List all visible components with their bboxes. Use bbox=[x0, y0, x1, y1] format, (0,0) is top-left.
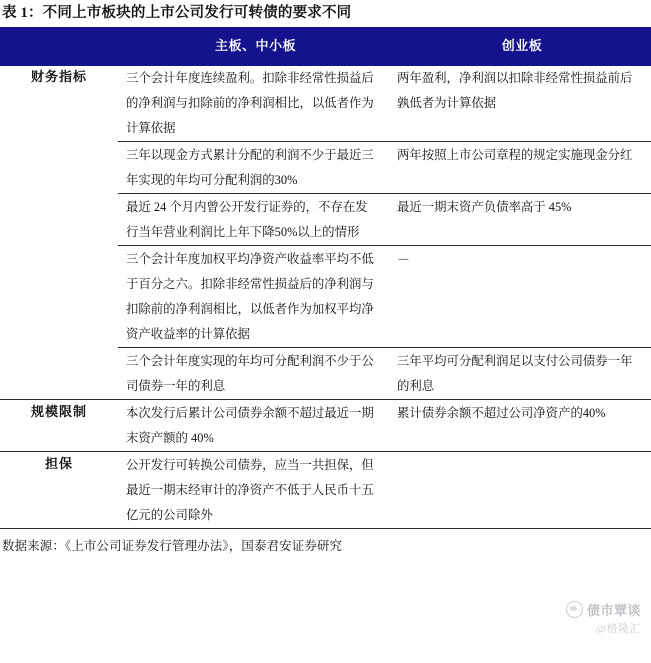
watermark-handle: @格隆汇 bbox=[595, 623, 641, 635]
cell-main-sme: 三个会计年度实现的年均可分配利润不少于公司债券一年的利息 bbox=[126, 354, 374, 393]
cell-chinext: － bbox=[397, 252, 411, 267]
row-label-scale-limit: 规模限制 bbox=[30, 404, 87, 419]
cell-main-sme: 三个会计年度连续盈利。扣除非经常性损益后的净利润与扣除前的净利润相比，以低者作为计算依据 bbox=[126, 71, 374, 135]
cell-main-sme: 本次发行后累计公司债券余额不超过最近一期末资产额的 40% bbox=[126, 406, 374, 445]
cell-main-sme: 公开发行可转换公司债券，应当一共担保，但最近一期末经审计的净资产不低于人民币十五亿元的公司除外 bbox=[126, 458, 374, 522]
row-label-guarantee: 担保 bbox=[44, 456, 73, 471]
table-header-row bbox=[0, 27, 651, 63]
requirements-table bbox=[0, 27, 651, 528]
cell-chinext: 两年盈利，净利润以扣除非经常性损益前后孰低者为计算依据 bbox=[397, 71, 633, 110]
watermark bbox=[566, 600, 641, 636]
cell-main-sme: 三年以现金方式累计分配的利润不少于最近三年实现的年均可分配利润的30% bbox=[126, 148, 374, 187]
avatar-circle-icon bbox=[566, 601, 583, 618]
cell-main-sme: 三个会计年度加权平均净资产收益率平均不低于百分之六。扣除非经常性损益后的净利润与扣除前的净利润相比，以低者作为加权平均净资产收益率的计算依据 bbox=[126, 252, 374, 341]
table-row bbox=[0, 401, 651, 452]
cell-chinext bbox=[393, 453, 651, 528]
cell-chinext: 三年平均可分配利润足以支付公司债券一年的利息 bbox=[397, 354, 633, 393]
cell-chinext: 累计债券余额不超过公司净资产的40% bbox=[397, 406, 606, 420]
header-cell-category bbox=[0, 27, 118, 63]
header-cell-chinext: 创业板 bbox=[393, 27, 651, 63]
source-note: 数据来源：《上市公司证券发行管理办法》，国泰君安证券研究 bbox=[2, 539, 343, 553]
header-cell-main-sme: 主板、中小板 bbox=[118, 27, 393, 63]
table-row bbox=[0, 453, 651, 528]
watermark-top-line bbox=[566, 600, 641, 619]
table-caption: 表 1：不同上市板块的上市公司发行可转债的要求不同 bbox=[2, 5, 352, 21]
cell-chinext: 两年按照上市公司章程的规定实施现金分红 bbox=[397, 148, 633, 162]
cell-main-sme: 最近 24 个月内曾公开发行证券的，不存在发行当年营业利润比上年下降50%以上的情形 bbox=[126, 200, 368, 239]
watermark-account-name: 债市覃谈 bbox=[586, 603, 641, 618]
cell-chinext: 最近一期末资产负债率高于 45% bbox=[397, 200, 572, 214]
row-label-financial-indicators: 财务指标 bbox=[30, 69, 87, 84]
table-row bbox=[0, 66, 651, 142]
